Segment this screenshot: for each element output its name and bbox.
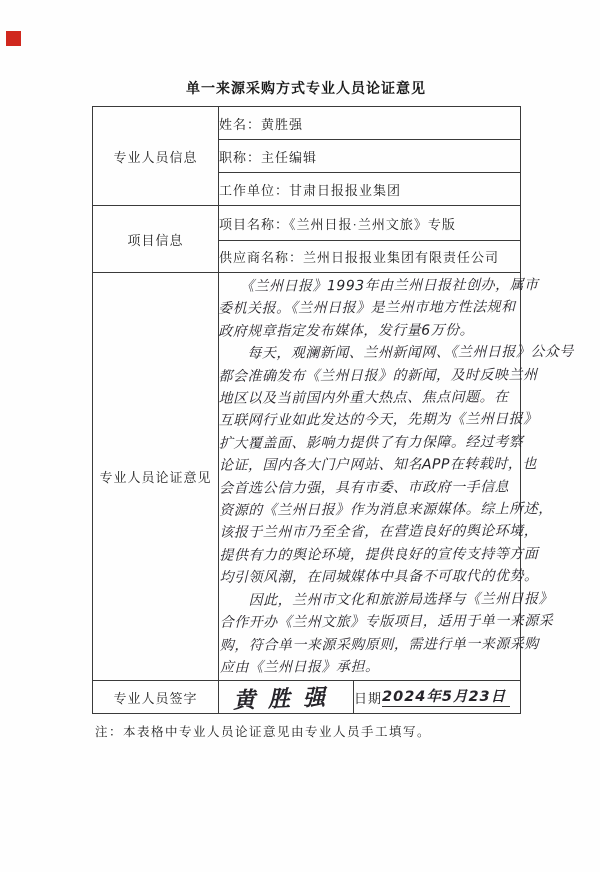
opinion-line: 因此，兰州市文化和旅游局选择与《兰州日报》 xyxy=(219,590,554,609)
opinion-line: 购，符合单一来源采购原则，需进行单一来源采购 xyxy=(219,635,539,654)
opinion-line: 《兰州日报》1993年由兰州日报社创办，属市 xyxy=(217,276,539,295)
table-row xyxy=(93,107,521,140)
footnote: 注：本表格中专业人员论证意见由专业人员手工填写。 xyxy=(95,725,432,739)
opinion-line: 互联网行业如此发达的今天，先期为《兰州日报》 xyxy=(218,411,538,430)
red-square-stamp xyxy=(6,31,21,46)
opinion-line: 每天，观澜新闻、兰州新闻网、《兰州日报》公众号 xyxy=(218,343,574,362)
opinion-line: 合作开办《兰州文旅》专版项目，适用于单一来源采 xyxy=(219,612,554,631)
opinion-line: 该报于兰州市乃至全省，在营造良好的舆论环境， xyxy=(219,523,539,542)
opinion-line: 地区以及当前国内外重大热点、焦点问题。在 xyxy=(218,389,509,407)
opinion-line: 提供有力的舆论环境，提供良好的宣传支持等方面 xyxy=(219,545,539,564)
opinion-line: 论证，国内各大门户网站、知名APP在转载时，也 xyxy=(218,456,537,474)
opinion-line: 都会准确发布《兰州日报》的新闻，及时反映兰州 xyxy=(218,366,538,385)
opinion-line: 会首选公信力强，具有市委、市政府一手信息 xyxy=(219,478,510,497)
date-line xyxy=(354,688,520,707)
handwritten-opinion-text xyxy=(217,274,574,679)
personnel-name-cell: 姓名：黄胜强 xyxy=(219,107,521,140)
opinion-line: 均引领风潮，在同城媒体中具备不可取代的优势。 xyxy=(219,568,539,586)
opinion-line: 扩大覆盖面、影响力提供了有力保障。经过考察 xyxy=(218,433,524,452)
table-row xyxy=(93,273,521,681)
opinion-handwritten-cell xyxy=(217,273,574,681)
opinion-line: 委机关报。《兰州日报》是兰州市地方性法规和 xyxy=(218,299,516,318)
opinion-line: 政府规章指定发布媒体，发行量6万份。 xyxy=(218,322,475,340)
signature-cell xyxy=(219,681,354,714)
project-name-cell: 项目名称：《兰州日报·兰州文旅》专版 xyxy=(219,206,521,241)
opinion-line: 资源的《兰州日报》作为消息来源媒体。综上所述， xyxy=(219,500,553,519)
personnel-employer-cell: 工作单位：甘肃日报报业集团 xyxy=(219,173,521,206)
form-table xyxy=(92,106,574,714)
personnel-job-title-cell: 职称：主任编辑 xyxy=(219,140,521,173)
supplier-name-cell: 供应商名称：兰州日报报业集团有限责任公司 xyxy=(219,241,521,273)
date-label: 日期 xyxy=(354,690,383,706)
project-section-label: 项目信息 xyxy=(93,206,219,273)
handwritten-date: 2024年5月23日 xyxy=(382,689,510,707)
handwritten-signature: 黄胜强 xyxy=(233,684,339,714)
table-row xyxy=(93,206,521,241)
table-row xyxy=(93,681,521,714)
signature-section-label: 专业人员签字 xyxy=(93,681,219,714)
page-title: 单一来源采购方式专业人员论证意见 xyxy=(186,82,426,97)
date-cell xyxy=(354,681,521,714)
opinion-section-label: 专业人员论证意见 xyxy=(93,273,219,681)
opinion-line: 应由《兰州日报》承担。 xyxy=(219,658,380,676)
personnel-section-label: 专业人员信息 xyxy=(93,107,219,206)
